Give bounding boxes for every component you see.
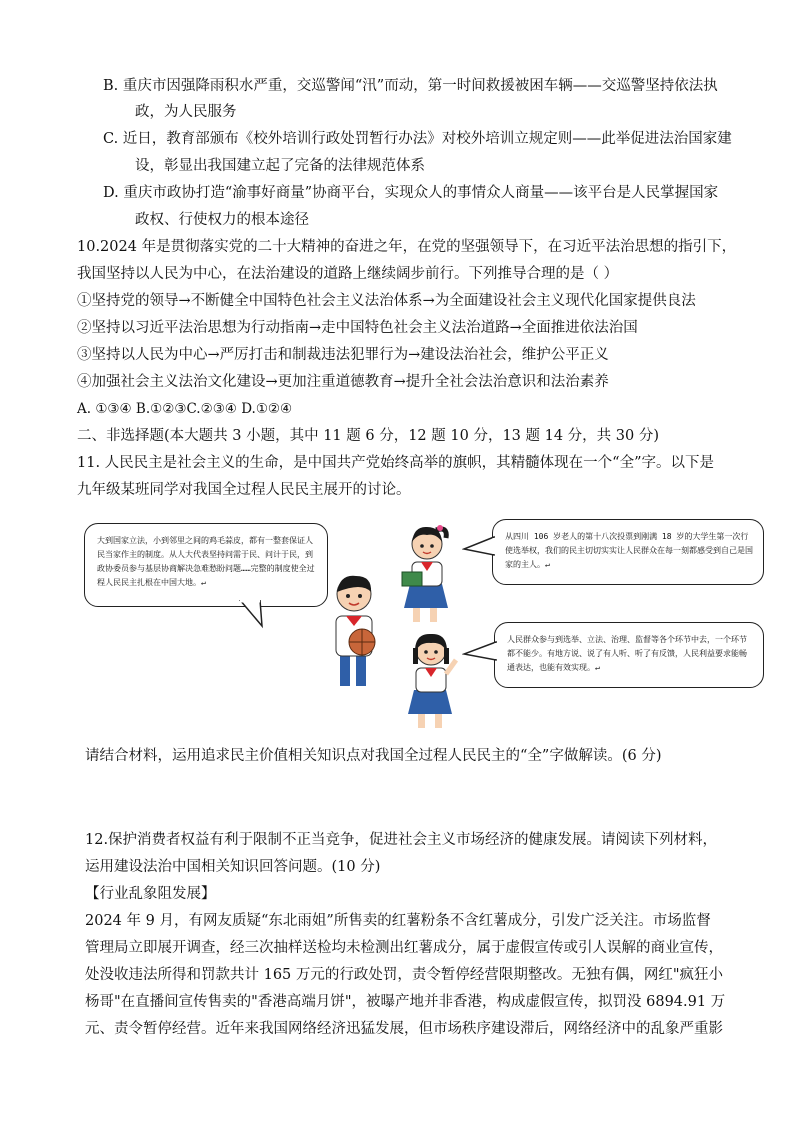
speech-bubble-left-text: 大到国家立法，小到邻里之间的鸡毛蒜皮，都有一整套保证人民当家作主的制度。从人大代表坚持问需于民、问计于民，到政协委员参与基层协商解决急难愁盼问题……完整的制度使全过程人民民主扎根在中国大地。↵ [97,536,315,587]
q11-stem-line1: 11. 人民民主是社会主义的生命，是中国共产党始终高举的旗帜，其精髓体现在一个“全”字。以下是 [77,455,714,471]
q11-stem-line2: 九年级某班同学对我国全过程人民民主展开的讨论。 [77,482,411,498]
speech-bubble-left-tail [232,600,292,630]
q12-stem-line1: 12.保护消费者权益有利于限制不正当竞争，促进社会主义市场经济的健康发展。请阅读下列材料， [85,832,718,848]
q12-paragraph-line5: 元、责令暂停经营。近年来我国网络经济迅猛发展，但市场秩序建设滞后，网络经济中的乱象严重影 [85,1021,723,1037]
q9-option-d-line2: 政权、行使权力的根本途径 [135,212,309,228]
q12-paragraph-line2: 管理局立即展开调查，经三次抽样送检均未检测出红薯成分，属于虚假宣传或引人误解的商业宣传， [85,940,723,956]
q12-paragraph-line3: 处没收违法所得和罚款共计 165 万元的行政处罚，责令暂停经营限期整改。无独有偶，网红"疯狂小 [85,967,724,983]
speech-bubble-right-top-tail [462,535,496,561]
girl-with-book-illustration [396,522,456,622]
q10-item-4: ④加强社会主义法治文化建设→更加注重道德教育→提升全社会法治意识和法治素养 [77,374,609,390]
q10-stem-line1: 10.2024 年是贯彻落实党的二十大精神的奋进之年，在党的坚强领导下，在习近平法治思想的指引下， [77,239,737,255]
q9-option-c-line1: C. 近日，教育部颁布《校外培训行政处罚暂行办法》对校外培训立规定则——此举促进法治国家建 [103,131,732,147]
speech-bubble-right-top [492,519,764,585]
q10-options: A. ①③④ B.①②③C.②③④ D.①②④ [77,401,293,417]
q10-stem-line2: 我国坚持以人民为中心，在法治建设的道路上继续阔步前行。下列推导合理的是（ ） [77,266,619,282]
speech-bubble-right-bottom-text: 人民群众参与到选举、立法、治理、监督等各个环节中去，一个环节都不能少。有地方说、说了有人听、听了有反馈，人民利益要求能畅通表达，也能有效实现。↵ [507,635,747,672]
q11-question: 请结合材料，运用追求民主价值相关知识点对我国全过程人民民主的“全”字做解读。(6 分) [85,748,662,764]
q9-option-b-line1: B. 重庆市因强降雨积水严重，交巡警闻“汛”而动，第一时间救援被困车辆——交巡警坚持依法执 [103,78,718,94]
boy-with-basketball-illustration [322,570,388,690]
girl-waving-illustration [400,630,460,730]
q12-material-heading: 【行业乱象阻发展】 [85,886,216,902]
q9-option-c-line2: 设，彰显出我国建立起了完备的法律规范体系 [135,158,425,174]
speech-bubble-left [84,523,328,607]
speech-bubble-right-top-text: 从四川 106 岁老人的第十八次投票到刚满 18 岁的大学生第一次行使选举权，我们的民主切切实实让人民群众在每一刻都感受到自己是国家的主人。↵ [505,532,753,569]
q9-option-b-line2: 政，为人民服务 [135,104,237,120]
speech-bubble-right-bottom [494,622,764,688]
q10-item-1: ①坚持党的领导→不断健全中国特色社会主义法治体系→为全面建设社会主义现代化国家提供良法 [77,293,696,309]
q12-stem-line2: 运用建设法治中国相关知识回答问题。(10 分) [85,859,381,875]
speech-bubble-right-bottom-tail [462,640,498,666]
section-2-heading: 二、非选择题(本大题共 3 小题，其中 11 题 6 分，12 题 10 分，13 题 14 分，共 30 分) [77,428,659,444]
q12-paragraph-line4: 杨哥"在直播间宣传售卖的"香港高端月饼"，被曝产地并非香港，构成虚假宣传，拟罚没 6894.91 万 [85,994,726,1010]
q12-paragraph-line1: 2024 年 9 月，有网友质疑“东北雨姐”所售卖的红薯粉条不含红薯成分，引发广泛关注。市场监督 [85,913,711,929]
q10-item-3: ③坚持以人民为中心→严厉打击和制裁违法犯罪行为→建设法治社会，维护公平正义 [77,347,609,363]
q10-item-2: ②坚持以习近平法治思想为行动指南→走中国特色社会主义法治道路→全面推进依法治国 [77,320,638,336]
q9-option-d-line1: D. 重庆市政协打造“渝事好商量”协商平台，实现众人的事情众人商量——该平台是人民掌握国家 [103,185,719,201]
